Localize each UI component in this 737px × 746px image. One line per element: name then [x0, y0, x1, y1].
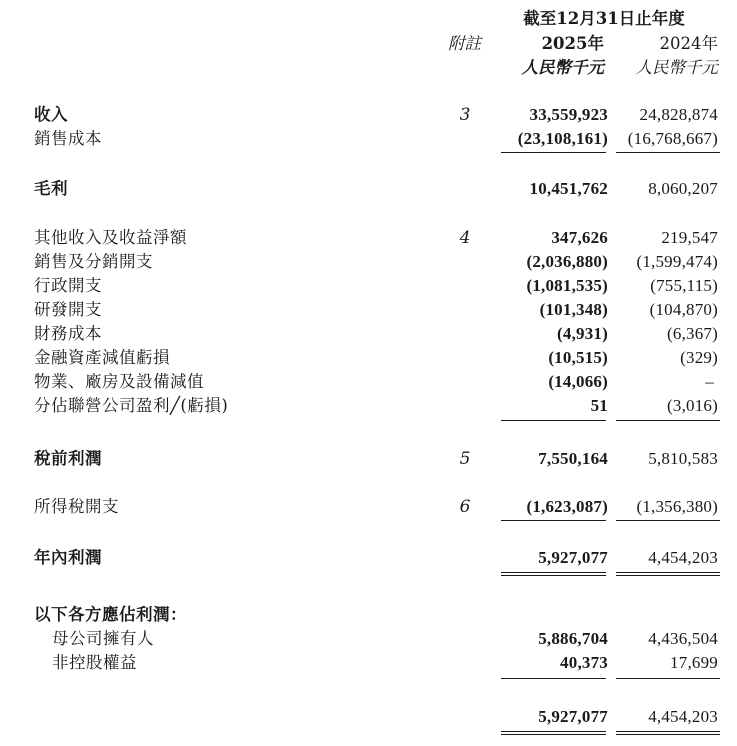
row-current-value: 5,886,704: [538, 629, 608, 648]
year-current-header: 2025年: [541, 34, 604, 53]
row-note: 3: [459, 105, 471, 125]
row-label: 財務成本: [34, 324, 102, 343]
subtotal-rule: [501, 520, 606, 521]
row-current-value: 5,927,077: [538, 548, 608, 567]
row-current-value: (2,036,880): [526, 252, 608, 271]
row-prior-value: 4,436,504: [648, 629, 718, 648]
total-double-rule: [501, 734, 606, 735]
subtotal-rule: [616, 678, 720, 679]
row-label: 年內利潤: [34, 548, 102, 567]
row-prior-value: 8,060,207: [648, 179, 718, 198]
section-heading: 以下各方應佔利潤：: [34, 605, 187, 624]
row-label: 銷售成本: [34, 129, 102, 148]
row-note: 6: [459, 497, 471, 517]
row-label: 分佔聯營公司盈利╱(虧損): [34, 396, 229, 415]
row-prior-value: 4,454,203: [648, 548, 718, 567]
subtotal-rule: [501, 678, 606, 679]
row-current-value: (23,108,161): [517, 129, 608, 148]
row-current-value: (4,931): [557, 324, 608, 343]
row-label: 收入: [34, 105, 68, 124]
row-current-value: (10,515): [548, 348, 608, 367]
row-label: 母公司擁有人: [52, 629, 154, 648]
row-current-value: (101,348): [539, 300, 608, 319]
row-current-value: (14,066): [548, 372, 608, 391]
note-column-header: 附註: [448, 34, 481, 53]
unit-current-header: 人民幣千元: [521, 58, 604, 77]
row-current-value: (1,081,535): [526, 276, 608, 295]
row-current-value: 347,626: [551, 228, 608, 247]
row-label: 其他收入及收益淨額: [34, 228, 187, 247]
subtotal-rule: [501, 420, 606, 421]
year-prior-header: 2024年: [659, 34, 718, 53]
row-current-value: 33,559,923: [529, 105, 608, 124]
row-current-value: 10,451,762: [529, 179, 608, 198]
row-label: 所得稅開支: [34, 497, 119, 516]
total-double-rule: [501, 731, 606, 732]
subtotal-rule: [616, 152, 720, 153]
row-note: 5: [459, 449, 471, 469]
row-current-value: 40,373: [560, 653, 608, 672]
total-double-rule: [616, 575, 720, 576]
row-prior-value: –: [705, 372, 714, 391]
row-prior-value: 5,810,583: [648, 449, 718, 468]
subtotal-rule: [616, 520, 720, 521]
row-prior-value: (3,016): [667, 396, 718, 415]
total-double-rule: [616, 734, 720, 735]
row-label: 銷售及分銷開支: [34, 252, 153, 271]
row-prior-value: 219,547: [661, 228, 718, 247]
total-double-rule: [616, 572, 720, 573]
row-current-value: 51: [590, 396, 608, 415]
row-label: 金融資產減值虧損: [34, 348, 170, 367]
row-label: 物業、廠房及設備減值: [34, 372, 204, 391]
row-prior-value: (6,367): [667, 324, 718, 343]
subtotal-rule: [616, 420, 720, 421]
row-prior-value: (755,115): [650, 276, 718, 295]
row-prior-value: (1,356,380): [636, 497, 718, 516]
row-prior-value: 17,699: [670, 653, 718, 672]
period-header: 截至12月31日止年度: [523, 9, 685, 28]
row-current-value: 5,927,077: [538, 707, 608, 726]
row-prior-value: 24,828,874: [639, 105, 718, 124]
subtotal-rule: [501, 152, 606, 153]
row-prior-value: (1,599,474): [636, 252, 718, 271]
total-double-rule: [501, 575, 606, 576]
row-label: 稅前利潤: [34, 449, 102, 468]
row-current-value: (1,623,087): [526, 497, 608, 516]
row-note: 4: [459, 228, 471, 248]
row-prior-value: (16,768,667): [627, 129, 718, 148]
row-current-value: 7,550,164: [538, 449, 608, 468]
row-label: 行政開支: [34, 276, 102, 295]
row-prior-value: (104,870): [649, 300, 718, 319]
row-prior-value: 4,454,203: [648, 707, 718, 726]
row-label: 研發開支: [34, 300, 102, 319]
unit-prior-header: 人民幣千元: [635, 58, 718, 77]
total-double-rule: [616, 731, 720, 732]
row-prior-value: (329): [680, 348, 718, 367]
row-label: 毛利: [34, 179, 68, 198]
total-double-rule: [501, 572, 606, 573]
row-label: 非控股權益: [52, 653, 137, 672]
